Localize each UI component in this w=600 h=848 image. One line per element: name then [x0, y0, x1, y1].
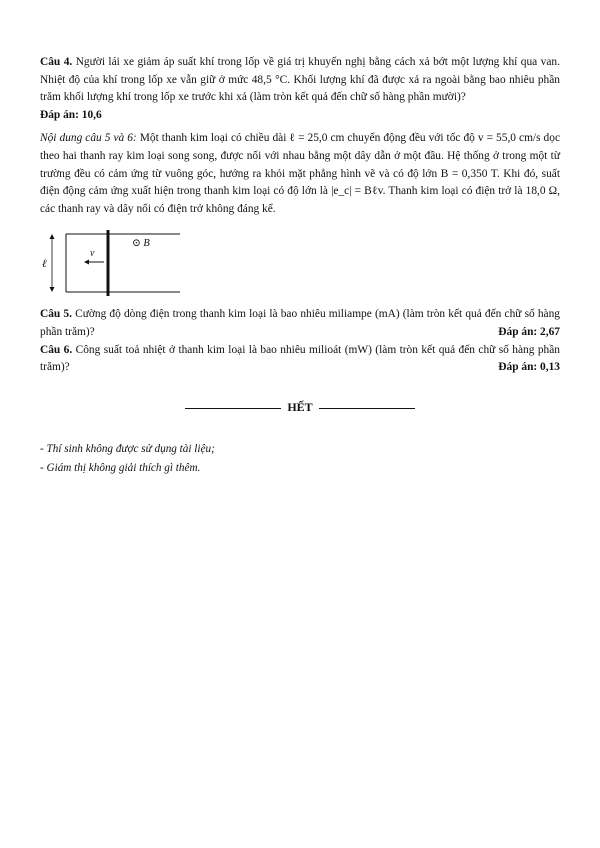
question-6-text: Công suất toả nhiệt ở thanh kim loại là bao nhiêu milioát (mW) (làm tròn kết quả đến chữ số hàng phần trăm)? — [40, 343, 560, 374]
rail-rod-svg — [44, 228, 184, 298]
question-6-label: Câu 6. — [40, 343, 73, 356]
note-item: - Giám thị không giải thích gì thêm. — [40, 462, 201, 474]
question-4-answer: Đáp án: 10,6 — [40, 108, 102, 121]
end-marker — [0, 400, 600, 415]
length-arrow-head-bottom — [50, 287, 55, 292]
context-5-6 — [40, 130, 560, 218]
exam-page — [40, 54, 560, 377]
note-item: - Thí sinh không được sử dụng tài liệu; — [40, 443, 215, 455]
velocity-arrow-head — [84, 260, 89, 265]
question-6-answer: Đáp án: 0,13 — [498, 361, 560, 374]
rail-rod-diagram — [44, 228, 184, 298]
end-rule-left — [185, 408, 281, 409]
question-5-text: Cường độ dòng điện trong thanh kim loại là bao nhiêu miliampe (mA) (làm tròn kết quả đến chữ số hàng phần trăm)? — [40, 308, 560, 338]
length-arrow-head-top — [50, 234, 55, 239]
question-4 — [40, 54, 560, 107]
question-4-label: Câu 4. — [40, 56, 73, 68]
context-label: Nội dung câu 5 và 6: — [40, 132, 137, 145]
question-5-answer: Đáp án: 2,67 — [498, 325, 560, 338]
field-label: ⊙ B⃗ — [132, 238, 159, 250]
end-rule-right — [319, 408, 415, 409]
question-4-text: Người lái xe giảm áp suất khí trong lốp về giá trị khuyến nghị bằng cách xả bớt một lượng khí qua van. Nhiệt độ của khí trong lốp xe vẫn giữ ở mức 48,5 °C. Khối lượng khí đã được xả ra ngoài bằng bao nhiêu phần trăm khối lượng khí trong lốp xe trước khi xả (làm tròn kết quả đến chữ số hàng phần mười)? — [40, 56, 560, 104]
end-text: HẾT — [287, 400, 313, 414]
question-5-label: Câu 5. — [40, 308, 72, 321]
velocity-label: v⃗ — [90, 248, 103, 260]
exam-notes — [40, 440, 215, 478]
context-text: Một thanh kim loại có chiều dài ℓ = 25,0 cm chuyển động đều với tốc độ v = 55,0 cm/s dọc theo hai thanh ray kim loại song song, được nối với nhau bằng một dây dẫn ở một đầu. Hệ thống ở trong một từ trường đều có cảm ứng từ vuông góc, hướng ra khỏi mặt phẳng hình vẽ và có độ lớn B = 0,350 T. Khi đó, suất điện động cảm ứng xuất hiện trong thanh kim loại có độ lớn là |e_c| = Bℓv. Thanh kim loại có điện trở là 18,0 Ω, các thanh ray và dây nối có điện trở không đáng kể. — [40, 132, 561, 215]
length-label: ℓ — [42, 258, 47, 271]
